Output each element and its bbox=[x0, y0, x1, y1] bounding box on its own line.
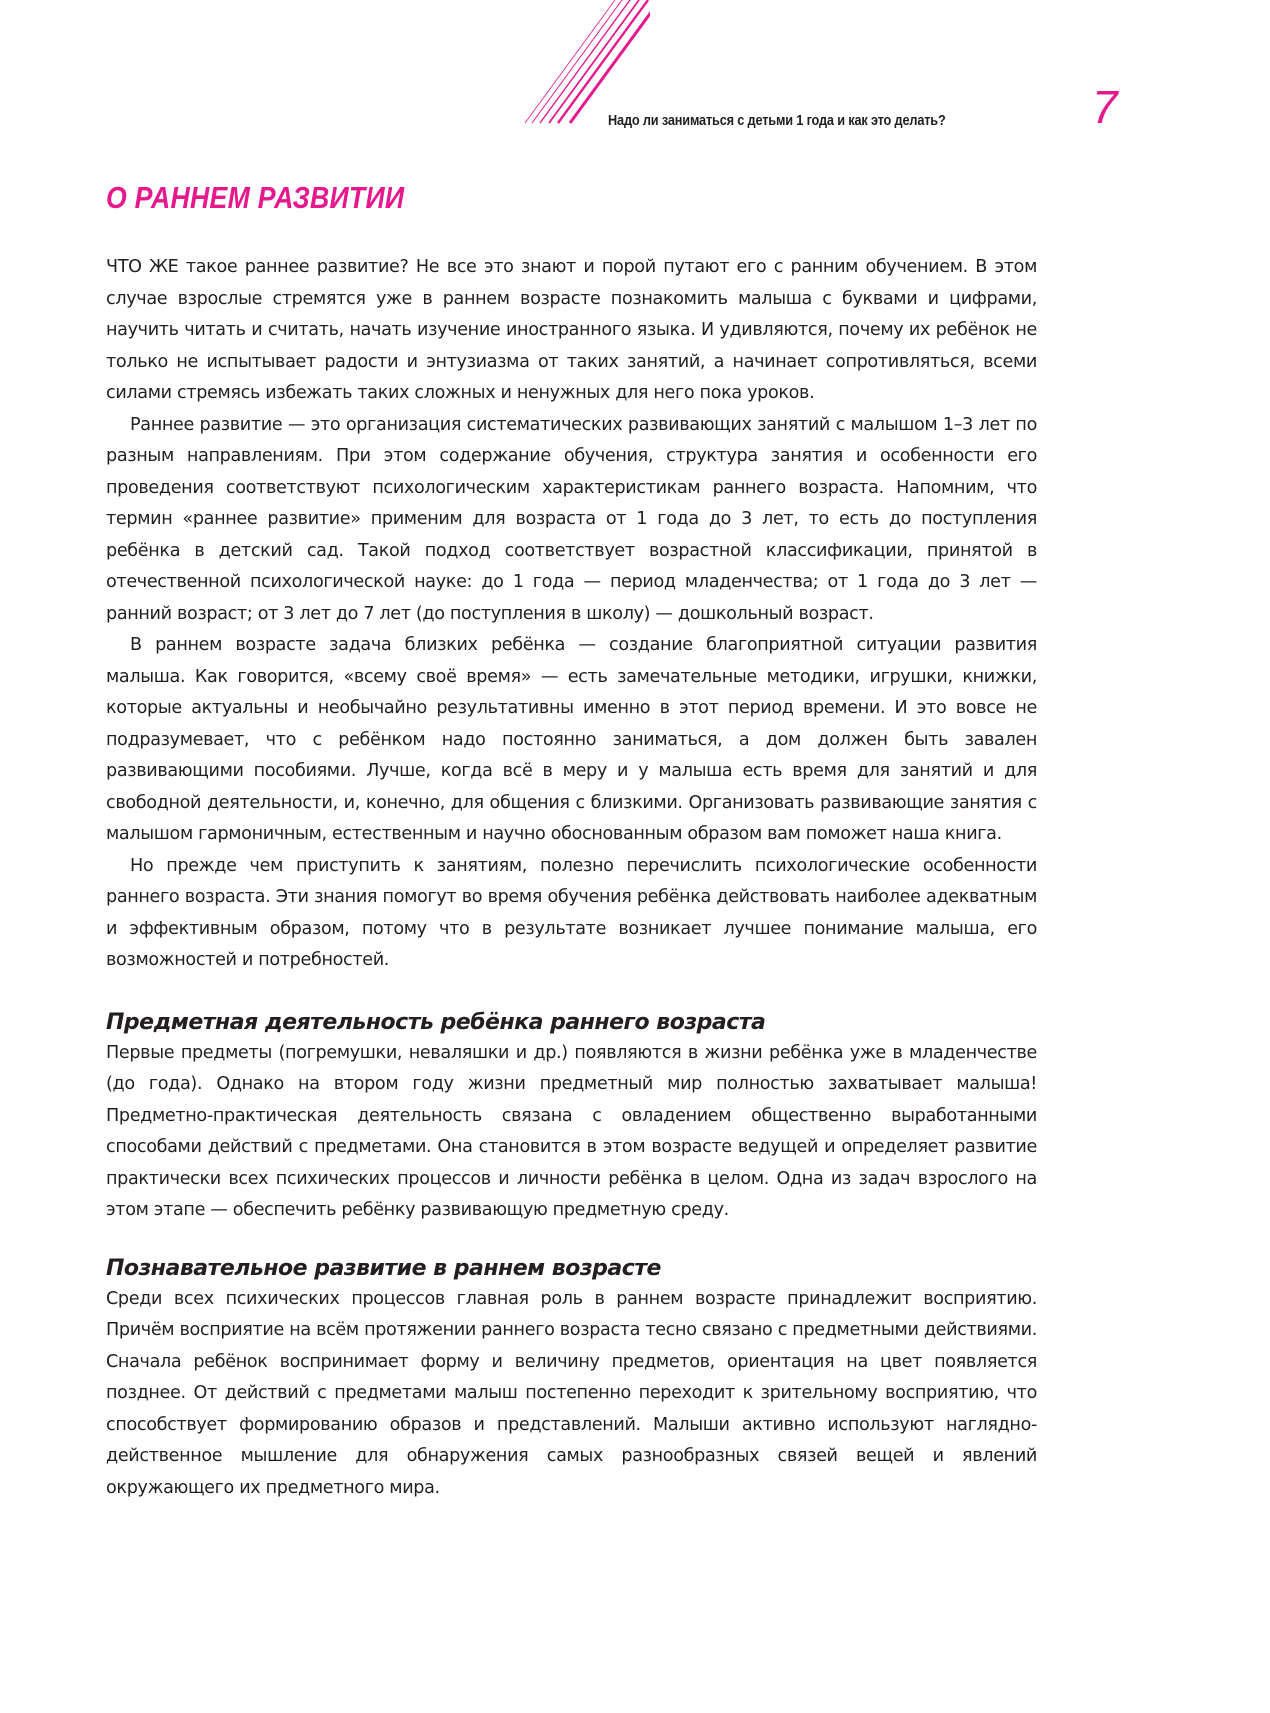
section-object-activity bbox=[106, 1007, 1037, 1227]
section-heading: Предметная деятельность ребёнка раннего возраста bbox=[106, 1009, 766, 1035]
body-paragraph: Но прежде чем приступить к занятиям, полезно перечислить психологические особенности раннего возраста. Эти знания помогут во время обучения ребёнка действовать наиболее адекватным и эффективным образом, потому что в результате возникает лучшее понимание малыша, его возможностей и потребностей. bbox=[106, 855, 1037, 970]
body-paragraph: Раннее развитие — это организация систематических развивающих занятий с малышом 1–3 лет по разным направлениям. При этом содержание обучения, структура занятия и особенности его проведения соответствуют психологическим характеристикам раннего возраста. Напомним, что термин «раннее развитие» применим для возраста от 1 года до 3 лет, то есть до поступления ребёнка в детский сад. Такой подход соответствует возрастной классификации, принятой в отечественной психологической науке: до 1 года — период младенчества; от 1 года до 3 лет — ранний возраст; от 3 лет до 7 лет (до поступления в школу) — дошкольный возраст. bbox=[106, 414, 1037, 624]
section-paragraph: Среди всех психических процессов главная роль в раннем возрасте принадлежит восприятию. Причём восприятие на всём протяжении раннего возраста тесно связано с предметными действиями. Сначала ребёнок воспринимает форму и величину предметов, ориентация на цвет появляется позднее. От действий с предметами малыш постепенно переходит к зрительному восприятию, что способствует формированию образов и представлений. Малыши активно используют наглядно-действенное мышление для обнаружения самых разнообразных связей вещей и явлений окружающего их предметного мира. bbox=[106, 1288, 1037, 1498]
stripe-line bbox=[570, 0, 650, 123]
stripe-line bbox=[525, 0, 615, 123]
section-cognitive-development bbox=[106, 1253, 1037, 1505]
page-body bbox=[106, 252, 1037, 1504]
running-header: Надо ли заниматься с детьми 1 года и как это делать? bbox=[608, 113, 946, 129]
stripe-line bbox=[558, 0, 648, 123]
section-heading: Познавательное развитие в раннем возрасте bbox=[106, 1255, 661, 1281]
chapter-title: О РАННЕМ РАЗВИТИИ bbox=[106, 180, 405, 215]
stripe-line bbox=[549, 0, 639, 123]
page-number: 7 bbox=[1092, 81, 1118, 133]
body-paragraph: В раннем возрасте задача близких ребёнка — создание благоприятной ситуации развития малыша. Как говорится, «всему своё время» — есть замечательные методики, игрушки, книжки, которые актуальны и необычайно результативны именно в этот период времени. И это вовсе не подразумевает, что с ребёнком надо постоянно заниматься, а дом должен быть завален развивающими пособиями. Лучше, когда всё в меру и у малыша есть время для занятий и для свободной деятельности, и, конечно, для общения с близкими. Организовать развивающие занятия с малышом гармоничным, естественным и научно обоснованным образом вам поможет наша книга. bbox=[106, 635, 1037, 844]
section-paragraph: Первые предметы (погремушки, неваляшки и др.) появляются в жизни ребёнка уже в младенчестве (до года). Однако на втором году жизни предметный мир полностью захватывает малыша! Предметно-практическая деятельность связана с овладением общественно выработанными способами действий с предметами. Она становится в этом возрасте ведущей и определяет развитие практически всех психических процессов и личности ребёнка в целом. Одна из задач взрослого на этом этапе — обеспечить ребёнку развивающую предметную среду. bbox=[106, 1042, 1037, 1220]
stripe-line bbox=[532, 0, 622, 123]
intro-paragraph: ЧТО ЖЕ такое раннее развитие? Не все это знают и порой путают его с ранним обучением. В этом случае взрослые стремятся уже в раннем возрасте познакомить малыша с буквами и цифрами, научить читать и считать, начать изучение иностранного языка. И удивляются, почему их ребёнок не только не испытывает радости и энтузиазма от таких занятий, а начинает сопротивляться, всеми силами стремясь избежать таких сложных и ненужных для него пока уроков. bbox=[106, 257, 1037, 403]
decorative-stripes bbox=[520, 0, 650, 125]
